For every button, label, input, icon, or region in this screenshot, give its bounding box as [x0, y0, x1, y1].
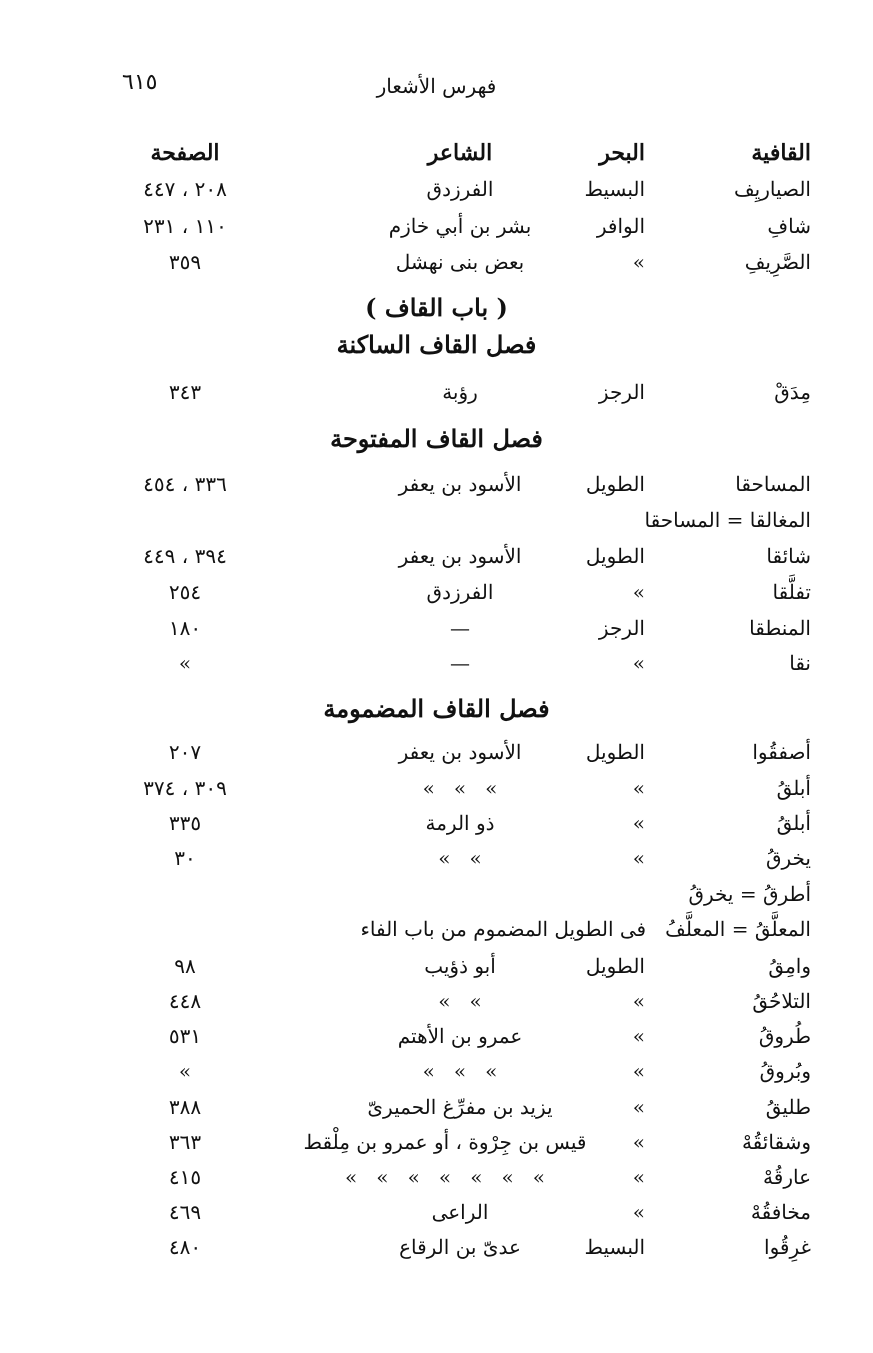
table-row-rhyme: التلاحُقُ — [752, 989, 811, 1013]
table-row-rhyme: طُروقُ — [758, 1024, 811, 1048]
table-row-page: ٣٠٩ ، ٣٧٤ — [143, 776, 227, 800]
table-row-page: ٤٨٠ — [168, 1235, 202, 1259]
table-row-page: » — [178, 651, 192, 675]
table-row-rhyme: أبلقُ — [776, 811, 811, 835]
table-row-meter: » — [632, 1059, 645, 1083]
table-row-page: ١٨٠ — [168, 616, 202, 640]
table-row-poet: أبو ذؤيب — [424, 954, 496, 978]
table-row-page: ٣٩٤ ، ٤٤٩ — [143, 544, 227, 568]
table-row-rhyme: شافِ — [767, 214, 811, 238]
table-row-rhyme: غرِقُوا — [764, 1235, 811, 1259]
section-title-madmuma: فصل القاف المضمومة — [323, 694, 550, 723]
table-row-poet: الراعى — [431, 1200, 489, 1224]
table-row-meter: الطويل — [585, 954, 645, 978]
table-row-rhyme: المساحقا — [735, 472, 811, 496]
col-header-poet: الشاعر — [427, 140, 493, 166]
table-row-poet: » » » — [422, 1059, 498, 1083]
table-row-meter: » — [632, 1165, 645, 1189]
table-row-rhyme: الصَّرِيفِ — [744, 250, 811, 274]
table-row-meter: الطويل — [585, 472, 645, 496]
cross-reference: المعلَّقُ = المعلَّفُ فى الطويل المضموم من باب الفاء — [360, 917, 811, 941]
page-number: ٦١٥ — [122, 70, 158, 95]
col-header-rhyme: القافية — [751, 140, 811, 166]
table-row-meter: » — [632, 250, 645, 274]
section-title-sakina: فصل القاف الساكنة — [336, 330, 537, 359]
table-row-poet: رؤبة — [442, 380, 478, 404]
table-row-poet: — — [450, 616, 470, 640]
table-row-rhyme: أصفقُوا — [752, 740, 811, 764]
table-row-page: ٣٣٦ ، ٤٥٤ — [143, 472, 227, 496]
table-row-rhyme: الصياريِف — [733, 177, 811, 201]
cross-reference: أطرقُ = يخرقُ — [688, 882, 811, 906]
table-row-poet: الأسود بن يعفر — [398, 544, 522, 568]
table-row-rhyme: مخافقُهْ — [750, 1200, 811, 1224]
table-row-page: ٤٤٨ — [168, 989, 202, 1013]
table-row-poet: عمرو بن الأهتم — [397, 1024, 523, 1048]
table-row-page: ٢٥٤ — [168, 580, 202, 604]
chapter-title: ( باب القاف ) — [365, 293, 508, 322]
table-row-meter: » — [632, 811, 645, 835]
table-row-meter: الرجز — [598, 380, 645, 404]
table-row-rhyme: وامِقُ — [768, 954, 811, 978]
table-row-rhyme: تفلَّقا — [772, 580, 811, 604]
table-row-rhyme: شائقا — [766, 544, 811, 568]
table-row-page: ٣٦٣ — [168, 1130, 202, 1154]
table-row-poet: الفرزدق — [426, 580, 494, 604]
table-row-rhyme: وبُروقُ — [759, 1059, 811, 1083]
table-row-poet: يزيد بن مفرِّغ الحميرىّ — [367, 1095, 553, 1119]
col-header-page: الصفحة — [150, 140, 220, 166]
table-row-rhyme: نقا — [789, 651, 811, 675]
table-row-rhyme: أبلقُ — [776, 776, 811, 800]
table-row-page: ٤٦٩ — [168, 1200, 202, 1224]
table-row-page: ٣٤٣ — [168, 380, 202, 404]
table-row-meter: » — [632, 776, 645, 800]
table-row-poet: » » » — [422, 776, 498, 800]
table-row-meter: » — [632, 651, 645, 675]
table-row-meter: » — [632, 1130, 645, 1154]
table-row-poet: — — [450, 651, 470, 675]
table-row-meter: » — [632, 846, 645, 870]
table-row-poet: قيس بن جِرْوة ، أو عمرو بن مِلْقط — [303, 1130, 587, 1154]
table-row-meter: » — [632, 580, 645, 604]
table-row-page: ٣٥٩ — [168, 250, 202, 274]
table-row-page: ١١٠ ، ٢٣١ — [143, 214, 227, 238]
table-row-poet: » » — [438, 846, 482, 870]
table-row-poet: عدىّ بن الرقاع — [399, 1235, 521, 1259]
table-row-poet: الفرزدق — [426, 177, 494, 201]
table-row-poet: » » — [438, 989, 482, 1013]
table-row-rhyme: وشقائقُهْ — [741, 1130, 811, 1154]
table-row-poet: بشر بن أبي خازم — [388, 214, 532, 238]
table-row-meter: » — [632, 1024, 645, 1048]
section-title-maftuha: فصل القاف المفتوحة — [330, 424, 543, 453]
table-row-meter: » — [632, 1095, 645, 1119]
col-header-meter: البحر — [599, 140, 645, 166]
table-row-meter: البسيط — [584, 1235, 645, 1259]
table-row-meter: » — [632, 1200, 645, 1224]
table-row-poet: الأسود بن يعفر — [398, 740, 522, 764]
table-row-poet: الأسود بن يعفر — [398, 472, 522, 496]
table-row-rhyme: طليقُ — [765, 1095, 811, 1119]
table-row-meter: الوافر — [596, 214, 645, 238]
table-row-page: ٣٨٨ — [168, 1095, 202, 1119]
running-title: فهرس الأشعار — [376, 74, 497, 98]
table-row-page: ٤١٥ — [168, 1165, 202, 1189]
table-row-poet: ذو الرمة — [425, 811, 495, 835]
table-row-meter: » — [632, 989, 645, 1013]
table-row-meter: الرجز — [598, 616, 645, 640]
table-row-poet: بعض بنى نهشل — [395, 250, 525, 274]
table-row-rhyme: المنطقا — [749, 616, 811, 640]
cross-reference: المغالقا = المساحقا — [644, 508, 811, 532]
table-row-rhyme: يخرقُ — [765, 846, 811, 870]
table-row-page: ٣٠ — [174, 846, 196, 870]
table-row-meter: الطويل — [585, 740, 645, 764]
table-row-page: ٢٠٨ ، ٤٤٧ — [143, 177, 227, 201]
table-row-page: » — [178, 1059, 192, 1083]
table-row-poet: » » » » » » » — [344, 1165, 546, 1189]
table-row-meter: البسيط — [584, 177, 645, 201]
table-row-page: ٣٣٥ — [168, 811, 202, 835]
table-row-meter: الطويل — [585, 544, 645, 568]
table-row-rhyme: عارقُهْ — [763, 1165, 811, 1189]
table-row-rhyme: مِدَقْ — [774, 380, 811, 404]
table-row-page: ٥٣١ — [168, 1024, 202, 1048]
table-row-page: ٩٨ — [174, 954, 196, 978]
table-row-page: ٢٠٧ — [168, 740, 202, 764]
